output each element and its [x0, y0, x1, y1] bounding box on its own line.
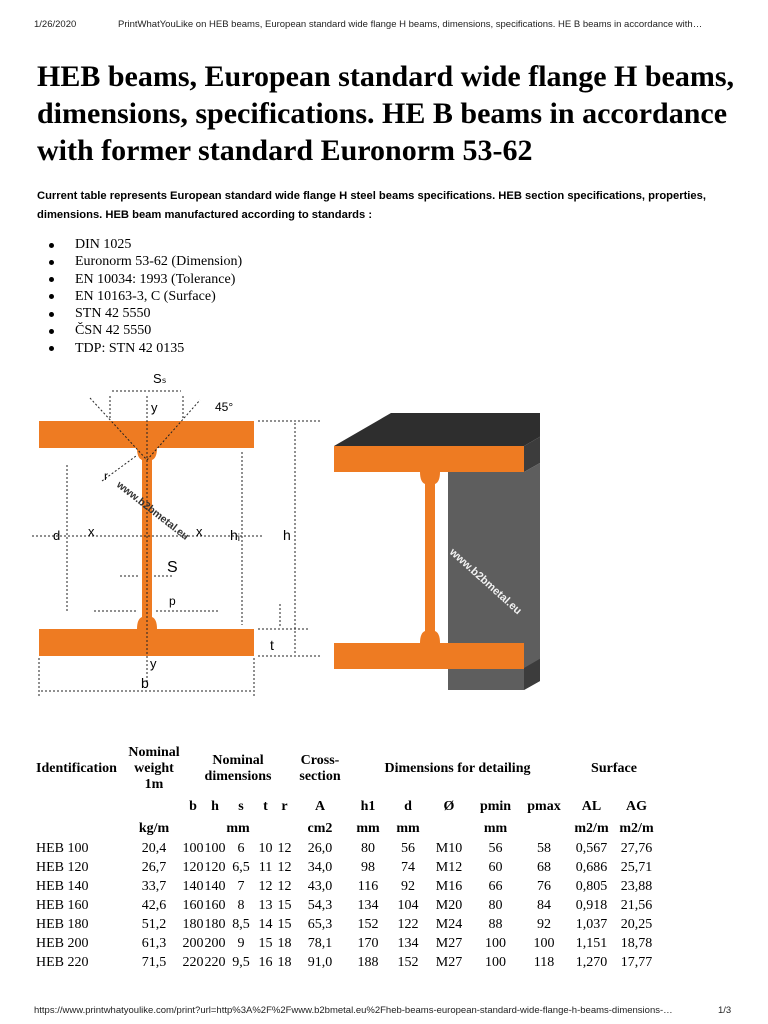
cell-h: 160: [204, 897, 226, 913]
label-y-top: y: [151, 400, 158, 415]
cell-pmin: 60: [488, 859, 503, 875]
cell-b: 100: [182, 840, 204, 856]
symbol-a: A: [314, 799, 326, 814]
cell-b: 200: [182, 935, 204, 951]
label-x-right: x: [196, 524, 203, 539]
cell-diameter: M27: [435, 935, 463, 951]
cell-diameter: M16: [435, 878, 463, 894]
cell-weight: 51,2: [141, 916, 167, 932]
header-cross-section: Cross-section: [299, 753, 341, 784]
cell-area: 78,1: [307, 935, 333, 951]
header-surface: Surface: [591, 761, 637, 776]
cell-pmax: 92: [537, 916, 551, 932]
label-s: S: [167, 559, 178, 576]
cell-s: 9: [237, 935, 245, 951]
cell-ag: 27,76: [620, 840, 653, 856]
cell-s: 9,5: [232, 954, 250, 970]
cell-weight: 20,4: [141, 840, 167, 856]
unit-h1: mm: [356, 820, 380, 836]
standards-list: [37, 236, 242, 357]
cell-ag: 17,77: [620, 954, 653, 970]
cell-id: HEB 140: [36, 878, 89, 894]
cell-id: HEB 220: [36, 954, 89, 970]
cell-pmin: 80: [488, 897, 503, 913]
table-body: [36, 839, 659, 972]
cell-t: 10: [258, 840, 273, 856]
cell-ag: 18,78: [620, 935, 653, 951]
cell-pmin: 100: [485, 954, 506, 970]
cell-h: 100: [204, 840, 226, 856]
standard-list-item: DIN 1025: [37, 236, 242, 253]
cell-h: 220: [204, 954, 226, 970]
cell-area: 65,3: [307, 916, 333, 932]
cell-r: 18: [277, 954, 292, 970]
table-row: [36, 915, 659, 934]
table-row: [36, 839, 659, 858]
cell-b: 140: [182, 878, 204, 894]
table-row: [36, 934, 659, 953]
watermark-left: www.b2bmetal.eu: [114, 478, 192, 543]
print-footer: [0, 1000, 768, 1024]
label-ss: Sₛ: [153, 371, 167, 386]
cell-d: 56: [401, 840, 415, 856]
standard-list-item: STN 42 5550: [37, 305, 242, 322]
cell-r: 12: [277, 859, 292, 875]
cell-d: 74: [401, 859, 415, 875]
cell-area: 26,0: [307, 840, 333, 856]
symbol-al: AL: [581, 799, 602, 814]
cell-d: 134: [397, 935, 419, 951]
end-web: [420, 472, 440, 643]
table-symbol-row: [36, 796, 659, 818]
cell-id: HEB 160: [36, 897, 89, 913]
cell-r: 18: [277, 935, 292, 951]
header-nominal-dimensions: Nominal dimensions: [204, 753, 272, 784]
cell-pmax: 100: [533, 935, 555, 951]
cell-h: 140: [204, 878, 226, 894]
cell-pmin: 56: [488, 840, 503, 856]
label-d: d: [53, 528, 61, 543]
unit-al: m2/m: [574, 820, 609, 836]
cell-ag: 23,88: [620, 878, 653, 894]
header-detailing: Dimensions for detailing: [384, 761, 531, 776]
cell-h1: 80: [361, 840, 375, 856]
cell-h1: 170: [357, 935, 379, 951]
cell-b: 180: [182, 916, 204, 932]
print-url: https://www.printwhatyoulike.com/print?url=http%3A%2F%2Fwww.b2bmetal.eu%2Fheb-beams-european-standard-wide-flange-h-beams-dimensions-…: [34, 1005, 673, 1016]
cell-ag: 20,25: [620, 916, 653, 932]
table-unit-row: [36, 818, 659, 839]
top-flange-top-face: [334, 413, 540, 446]
label-angle: 45°: [215, 400, 234, 414]
watermark-right: www.b2bmetal.eu: [446, 546, 524, 618]
cell-ag: 25,71: [620, 859, 653, 875]
symbol-s: s: [238, 799, 244, 814]
cell-pmax: 68: [537, 859, 551, 875]
cell-diameter: M24: [435, 916, 463, 932]
symbol-pmax: pmax: [527, 799, 561, 814]
cell-weight: 42,6: [141, 897, 167, 913]
label-hi: hᵢ: [230, 527, 240, 543]
cell-pmin: 66: [488, 878, 503, 894]
cell-id: HEB 120: [36, 859, 89, 875]
unit-empty: [426, 818, 472, 839]
cell-d: 92: [401, 878, 415, 894]
cell-t: 16: [258, 954, 273, 970]
cell-pmax: 76: [537, 878, 551, 894]
standard-list-item: TDP: STN 42 0135: [37, 340, 242, 357]
cell-weight: 33,7: [141, 878, 167, 894]
page-title: HEB beams, European standard wide flange H beams, dimensions, specifications. HE B beams in accordance with former standard Euronorm 53-62: [37, 60, 735, 167]
cell-al: 0,805: [575, 878, 608, 894]
cell-al: 0,686: [575, 859, 608, 875]
end-top-flange: [334, 446, 524, 472]
cell-pmax: 84: [537, 897, 551, 913]
cell-al: 0,567: [575, 840, 608, 856]
unit-ag: m2/m: [619, 820, 654, 836]
cell-weight: 71,5: [141, 954, 167, 970]
cell-area: 54,3: [307, 897, 333, 913]
cell-t: 14: [258, 916, 273, 932]
cell-pmin: 100: [485, 935, 506, 951]
cell-diameter: M27: [435, 954, 463, 970]
beam-3d-drawing: [334, 413, 540, 690]
cell-b: 160: [182, 897, 204, 913]
cell-h1: 98: [361, 859, 375, 875]
cell-t: 13: [258, 897, 273, 913]
cell-al: 1,151: [575, 935, 608, 951]
standard-list-item: Euronorm 53-62 (Dimension): [37, 253, 242, 270]
heb-spec-table: [36, 742, 659, 972]
label-x-left: x: [88, 524, 95, 539]
cell-s: 6: [237, 840, 245, 856]
unit-empty: [519, 818, 569, 839]
cell-r: 15: [277, 916, 292, 932]
print-page-title: PrintWhatYouLike on HEB beams, European standard wide flange H beams, dimensions, specifications. HE B beams in accordance with…: [118, 19, 703, 30]
table-group-header-row: [36, 742, 659, 796]
symbol-d: d: [404, 799, 412, 814]
symbol-empty: [36, 796, 126, 818]
cell-al: 0,918: [575, 897, 608, 913]
cell-r: 12: [277, 840, 292, 856]
cell-id: HEB 200: [36, 935, 89, 951]
cell-h1: 188: [357, 954, 379, 970]
symbol-ag: AG: [626, 799, 647, 814]
intro-paragraph: Current table represents European standard wide flange H steel beams specifications. HEB section specifications, properties, dimensions. HEB beam manufactured according to standards :: [37, 190, 706, 221]
cell-area: 91,0: [307, 954, 333, 970]
cell-area: 43,0: [307, 878, 333, 894]
header-nominal-weight: Nominal weight 1m: [128, 745, 180, 792]
header-identification: Identification: [36, 761, 117, 776]
label-h: h: [283, 527, 291, 543]
cell-r: 15: [277, 897, 292, 913]
label-t: t: [270, 637, 274, 653]
standard-list-item: EN 10163-3, C (Surface): [37, 288, 242, 305]
cell-b: 220: [182, 954, 204, 970]
cell-b: 120: [182, 859, 204, 875]
cell-h1: 152: [357, 916, 379, 932]
label-p: p: [169, 594, 176, 608]
print-date: 1/26/2020: [34, 19, 77, 30]
cell-t: 12: [258, 878, 273, 894]
cell-t: 11: [258, 859, 273, 875]
symbol-r: r: [281, 799, 288, 814]
end-bottom-flange: [334, 643, 524, 669]
cell-h: 200: [204, 935, 226, 951]
symbol-h: h: [211, 799, 219, 814]
unit-dimensions: mm: [226, 820, 250, 836]
cell-id: HEB 180: [36, 916, 89, 932]
cross-section-drawing: [32, 371, 322, 696]
cell-area: 34,0: [307, 859, 333, 875]
symbol-h1: h1: [360, 799, 376, 814]
cell-h1: 134: [357, 897, 379, 913]
symbol-empty: [126, 796, 182, 818]
table-row: [36, 877, 659, 896]
label-y-bottom: y: [150, 656, 157, 671]
cell-s: 6,5: [232, 859, 250, 875]
cell-r: 12: [277, 878, 292, 894]
cell-h: 180: [204, 916, 226, 932]
symbol-diameter: Ø: [443, 799, 455, 814]
symbol-t: t: [263, 799, 268, 814]
cell-pmax: 118: [533, 954, 555, 970]
symbol-b: b: [189, 799, 197, 814]
cell-ag: 21,56: [620, 897, 653, 913]
cell-t: 15: [258, 935, 273, 951]
page-number: 1/3: [718, 1005, 732, 1016]
table-row: [36, 953, 659, 972]
cell-h: 120: [204, 859, 226, 875]
label-b: b: [141, 675, 149, 691]
cell-s: 7: [237, 878, 245, 894]
table-row: [36, 858, 659, 877]
unit-d: mm: [396, 820, 420, 836]
cell-s: 8: [237, 897, 245, 913]
standard-list-item: EN 10034: 1993 (Tolerance): [37, 271, 242, 288]
unit-p: mm: [483, 820, 508, 836]
cell-d: 152: [397, 954, 419, 970]
unit-empty: [36, 818, 126, 839]
cell-diameter: M12: [435, 859, 463, 875]
cell-pmax: 58: [537, 840, 551, 856]
table-row: [36, 896, 659, 915]
print-header: [0, 0, 768, 48]
cell-diameter: M10: [435, 840, 463, 856]
cell-d: 122: [397, 916, 419, 932]
unit-area: cm2: [307, 820, 333, 836]
cell-pmin: 88: [488, 916, 503, 932]
heb-beam-figure: [30, 368, 540, 703]
cell-d: 104: [397, 897, 419, 913]
cell-id: HEB 100: [36, 840, 89, 856]
standard-list-item: ČSN 42 5550: [37, 322, 242, 339]
cell-al: 1,037: [575, 916, 608, 932]
unit-weight: kg/m: [138, 820, 170, 836]
symbol-pmin: pmin: [479, 799, 512, 814]
cell-diameter: M20: [435, 897, 463, 913]
cell-weight: 61,3: [141, 935, 167, 951]
cell-weight: 26,7: [141, 859, 167, 875]
cell-h1: 116: [357, 878, 379, 894]
cell-s: 8,5: [232, 916, 250, 932]
cell-al: 1,270: [575, 954, 608, 970]
label-r: r: [104, 469, 108, 483]
